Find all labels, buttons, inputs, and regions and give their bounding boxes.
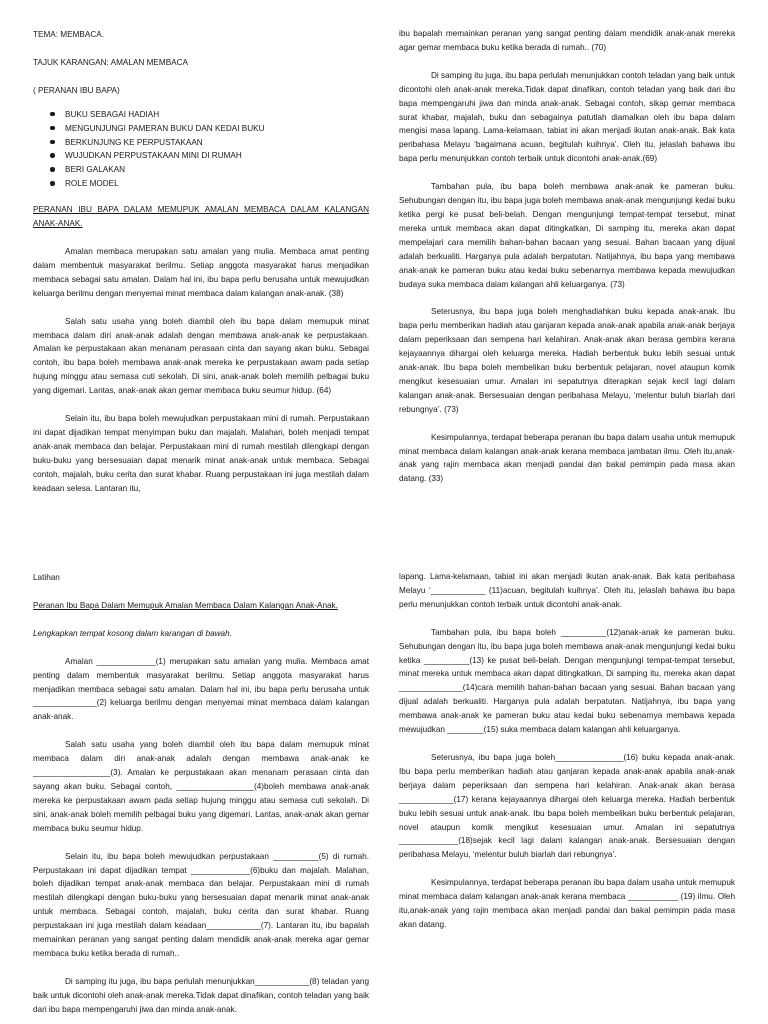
exercise-paragraph: Selain itu, ibu bapa boleh mewujudkan perpustakaan __________(5) di rumah. Perpustakaan ini dapat dijadikan tempat _____________(6)buku dan majalah. Malahan, boleh dijadikan tempat anak-anak membaca dan belajar. Perpustakaan mini di rumah mestilah dilengkapi dengan buku-buku yang bersesuaian dapat menarik minat anak-anak untuk membaca. Sebagai contoh, majalah, buku cerita dan surat khabar. Ruang perpustakaan ini juga mestilah dalam keadaan____________(7). Lantaran itu, ibu bapalah memainkan peranan yang sangat penting dalam mendidik anak-anak mereka agar gemar membaca buku ketika berada di rumah.. bbox=[33, 851, 369, 958]
list-item: MENGUNJUNGI PAMERAN BUKU DAN KEDAI BUKU bbox=[65, 122, 369, 136]
exercise-column-bottom-left bbox=[33, 571, 369, 1017]
exercise-paragraph: Kesimpulannya, terdapat beberapa peranan ibu bapa dalam usaha untuk memupuk minat membaca dalam kalangan anak-anak kerana membaca ___________ (19) ilmu. Oleh itu,anak-anak yang rajin membaca akan menjadi pandai dan bakal pemimpin pada masa akan datang. bbox=[399, 878, 735, 929]
tajuk-heading: TAJUK KARANGAN: AMALAN MEMBACA bbox=[33, 57, 188, 67]
exercise-paragraph: lapang. Lama-kelamaan, tabiat ini akan menjadi ikutan anak-anak. Bak kata peribahasa Melayu ‘____________ (11)acuan, begitulah kuihnya’. Oleh itu, jelaslah bahawa ibu bapa perlu menunjukkan contoh terbaik untuk dicontohi anak-anak. bbox=[399, 572, 735, 609]
essay-title: PERANAN IBU BAPA DALAM MEMUPUK AMALAN MEMBACA DALAM KALANGAN ANAK-ANAK. bbox=[33, 205, 369, 229]
exercise-column-bottom-right bbox=[399, 570, 735, 932]
exercise-paragraph: Salah satu usaha yang boleh diambil oleh ibu bapa dalam memupuk minat membaca dalam diri anak-anak adalah dengan membawa anak-anak ke _________________(3). Amalan ke perpustakaan akan menanam perasaan cinta dan sayang akan buku. Sebagai contoh, _________________(4)boleh membawa anak-anak mereka ke perpustakaan awam pada setiap hujung minggu atau semasa cuti sekolah. Di sini, anak-anak boleh memilih pelbagai buku yang digemari. Lantas, anak-anak akan gemar membaca buku seumur hidup. bbox=[33, 740, 369, 833]
essay-column-top-right bbox=[399, 27, 735, 486]
tema-heading: TEMA: MEMBACA. bbox=[33, 30, 104, 39]
essay-paragraph: Di samping itu juga, ibu bapa perlulah menunjukkan contoh teladan yang baik untuk dicontohi oleh anak-anak mereka.Tidak dapat dinafikan, contoh teladan yang baik dari ibu bapa mempengaruhi jiwa dan minda anak-anak. Sebagai contoh, sikap gemar membaca surat khabar, majalah, buku dan sebagainya patutlah diamalkan oleh ibu bapa dalam mengisi masa lapang. Lama-kelamaan, tabiat ini akan menjadi ikutan anak-anak. Bak kata peribahasa Melayu ‘bagaimana acuan, begitulah kuihnya’. Oleh itu, jelaslah bahawa ibu bapa perlu menunjukkan contoh terbaik untuk dicontohi anak-anak.(69) bbox=[399, 70, 735, 164]
essay-paragraph: Amalan membaca merupakan satu amalan yang mulia. Membaca amat penting dalam membentuk masyarakat berilmu. Setiap anggota masyarakat harus menjadikan membaca sebagai satu amalan. Dalam hal ini, ibu bapa perlu berusaha untuk mewujudkan keluarga berilmu dengan menyemai minat membaca dalam kalangan anak-anak. (38) bbox=[33, 246, 369, 298]
essay-paragraph: Seterusnya, ibu bapa juga boleh menghadiahkan buku kepada anak-anak. Ibu bapa perlu memberikan hadiah atau ganjaran kepada anak-anak apabila anak-anak berjaya dalam peperiksaan dan sempena hari kelahiran. Anak-anak akan berasa gembira kerana kejayaannya dihargai oleh keluarga mereka. Hadiah berbentuk buku lebih sesuai untuk anak-anak. Ibu bapa boleh membelikan buku berbentuk pelajaran, novel ataupun komik mengikut kesesuaian umur. Amalan ini sepatutnya diterapkan sejak kecil lagi dalam kalangan anak-anak. Bersesuaian dengan peribahasa Melayu, ‘melentur buluh biarlah dari rebungnya’. (73) bbox=[399, 307, 735, 414]
essay-paragraph: ibu bapalah memainkan peranan yang sangat penting dalam mendidik anak-anak mereka agar gemar membaca buku ketika berada di rumah.. (70) bbox=[399, 29, 735, 52]
list-item: WUJUDKAN PERPUSTAKAAN MINI DI RUMAH bbox=[65, 149, 369, 163]
exercise-paragraph: Amalan _____________(1) merupakan satu amalan yang mulia. Membaca amat penting dalam membentuk masyarakat berilmu. Setiap anggota masyarakat harus menjadikan membaca sebagai satu amalan. Dalam hal ini, ibu bapa perlu berusaha untuk ______________(2) keluarga berilmu dengan menyemai minat membaca dalam kalangan anak-anak. bbox=[33, 656, 369, 722]
list-item: BERKUNJUNG KE PERPUSTAKAAN bbox=[65, 136, 369, 150]
exercise-paragraph: Tambahan pula, ibu bapa boleh __________(12)anak-anak ke pameran buku. Sehubungan dengan itu, ibu bapa juga boleh membawa anak-anak mengunjungi kedai buku ketika __________(13) ke pusat beli-belah. Dengan mengunjungi tempat-tempat tersebut, minat mereka untuk membaca akan dapat ditingkatkan, Di samping itu, mereka akan dapat ______________(14)cara memilih bahan-bahan bacaan yang sesuai. Bahan bacaan yang dijual adalah berkualiti. Harganya pula adalah berpatutan. Natijahnya, ibu bapa yang membawa anak-anak ke pameran buku atau kedai buku sebenarnya membawa kepada mewujudkan ________(15) suka membaca dalam kalangan ahli keluarganya. bbox=[399, 627, 735, 735]
essay-column-top-left bbox=[33, 28, 369, 495]
points-list bbox=[33, 108, 369, 191]
peranan-heading: ( PERANAN IBU BAPA) bbox=[33, 85, 120, 95]
latihan-heading: Latihan bbox=[33, 573, 60, 582]
exercise-paragraph: Seterusnya, ibu bapa juga boleh_______________(16) buku kepada anak-anak. Ibu bapa perlu memberikan hadiah atau ganjaran kepada anak-anak apabila anak-anak berjaya dalam peperiksaan dan sempena hari kelahiran. Anak-anak akan berasa ____________(17) kerana kejayaannya dihargai oleh keluarga mereka. Hadiah berbentuk buku lebih sesuai untuk anak-anak. Ibu bapa boleh membelikan buku berbentuk pelajaran, novel ataupun komik mengikut kesesuaian umur. Amalan ini sepatutnya _____________(18)sejak kecil lagi dalam kalangan anak-anak. Bersesuaian dengan peribahasa Melayu, ‘melentur buluh biarlah dari rebungnya’. bbox=[399, 752, 735, 860]
exercise-title: Peranan Ibu Bapa Dalam Memupuk Amalan Membaca Dalam Kalangan Anak-Anak. bbox=[33, 600, 338, 610]
list-item: BERI GALAKAN bbox=[65, 163, 369, 177]
essay-paragraph: Selain itu, ibu bapa boleh mewujudkan perpustakaan mini di rumah. Perpustakaan ini dapat dijadikan tempat menyimpan buku dan majalah. Malahan, boleh menjadi tempat anak-anak membaca dan belajar. Perpustakaan mini di rumah mestilah dilengkapi dengan buku-buku yang bersesuaian dapat menarik minat anak-anak untuk membaca. Sebagai contoh, majalah, buku cerita dan surat khabar. Ruang perpustakaan ini juga mestilah dalam keadaan selesa. Lantaran itu, bbox=[33, 414, 369, 493]
essay-paragraph: Salah satu usaha yang boleh diambil oleh ibu bapa dalam memupuk minat membaca dalam diri anak-anak adalah dengan membawa anak-anak ke perpustakaan. Amalan ke perpustakaan akan menanam perasaan cinta dan sayang akan buku. Sebagai contoh, ibu bapa boleh membawa anak-anak mereka ke perpustakaan awam pada setiap hujung minggu atau semasa cuti sekolah. Di sini, anak-anak boleh memilih pelbagai buku yang digemari. Lantas, anak-anak akan gemar membaca buku seumur hidup. (64) bbox=[33, 316, 369, 396]
essay-paragraph: Tambahan pula, ibu bapa boleh membawa anak-anak ke pameran buku. Sehubungan dengan itu, ibu bapa juga boleh membawa anak-anak mengunjungi kedai buku ketika pergi ke pusat beli-belah. Dengan mengunjungi tempat-tempat tersebut, minat mereka untuk membaca akan dapat ditingkatkan, Di samping itu, mereka akan dapat mempelajari cara memilih bahan-bahan bacaan yang sesuai. Bahan bacaan yang dijual adalah berkualiti. Harganya pula adalah berpatutan. Natijahnya, ibu bapa yang membawa anak-anak ke pameran buku atau kedai buku sebenarnya membawa kepada mewujudkan budaya suka membaca dalam kalangan ahli keluarganya. (73) bbox=[399, 182, 735, 289]
exercise-paragraph: Di samping itu juga, ibu bapa perlulah menunjukkan____________(8) teladan yang baik untuk dicontohi oleh anak-anak mereka.Tidak dapat dinafikan, contoh teladan yang baik dari ibu bapa mempengaruhi jiwa dan minda anak-anak. bbox=[33, 976, 369, 1014]
list-item: ROLE MODEL bbox=[65, 177, 369, 191]
list-item: BUKU SEBAGAI HADIAH bbox=[65, 108, 369, 122]
exercise-instruction: Lengkapkan tempat kosong dalam karangan di bawah. bbox=[33, 628, 232, 638]
essay-paragraph: Kesimpulannya, terdapat beberapa peranan ibu bapa dalam usaha untuk memupuk minat membaca dalam kalangan anak-anak kerana membaca jambatan ilmu. Oleh itu,anak-anak yang rajin membaca akan menjadi pandai dan bakal pemimpin pada masa akan datang. (33) bbox=[399, 432, 735, 484]
